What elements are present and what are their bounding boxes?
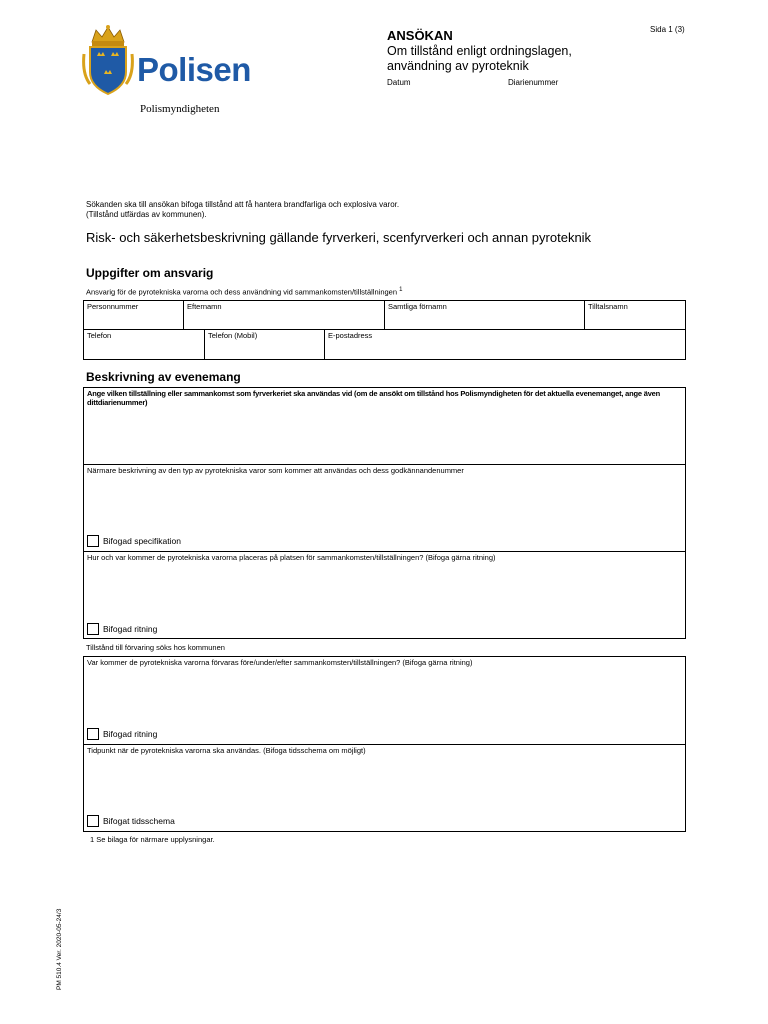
time-schedule-field[interactable]: [84, 745, 685, 831]
storage-field[interactable]: [84, 657, 685, 745]
attached-drawing-checkbox[interactable]: [87, 623, 99, 635]
police-crest-icon: [82, 24, 134, 98]
subtitle-line-1: Om tillstånd enligt ordningslagen,: [387, 44, 572, 58]
first-names-label: Samtliga förnamn: [388, 302, 447, 311]
intro-text-2: (Tillstånd utfärdas av kommunen).: [86, 210, 207, 219]
personal-number-label: Personnummer: [87, 302, 139, 311]
attached-specification-label: Bifogad specifikation: [103, 536, 181, 546]
footnote-ref: 1: [399, 287, 403, 293]
product-description-field[interactable]: [84, 465, 685, 552]
brand-name: Polisen: [137, 51, 251, 88]
agency-name: Polismyndigheten: [140, 103, 220, 115]
storage-note: Tillstånd till förvaring söks hos kommunen: [86, 643, 225, 652]
section-heading-event: Beskrivning av evenemang: [86, 370, 241, 384]
subtitle-line-2: användning av pyroteknik: [387, 59, 529, 73]
event-name-field[interactable]: [84, 388, 685, 465]
storage-table: [83, 656, 686, 832]
storage-drawing-label: Bifogad ritning: [103, 729, 158, 739]
date-label: Datum: [387, 78, 411, 87]
mobile-field[interactable]: [205, 330, 325, 359]
personal-number-field[interactable]: [84, 301, 184, 330]
surname-label: Efternamn: [187, 302, 222, 311]
event-name-label: Ange vilken tillställning eller sammankomst som fyrverkeriet ska användas vid (om de ansökt om tillstånd hos Polismyndigheten för det aktuella evenemanget, ange även dittdiarienummer): [87, 389, 661, 407]
mobile-label: Telefon (Mobil): [208, 331, 258, 340]
responsible-table: [83, 300, 686, 360]
reference-number-label: Diarienummer: [508, 78, 559, 87]
nickname-field[interactable]: [585, 301, 685, 330]
time-schedule-checkbox-label: Bifogat tidsschema: [103, 816, 175, 826]
email-field[interactable]: [325, 330, 685, 359]
first-names-field[interactable]: [385, 301, 585, 330]
responsible-note: [86, 287, 402, 297]
time-schedule-checkbox[interactable]: [87, 815, 99, 827]
responsible-note-text: Ansvarig för de pyrotekniska varorna och dess användning vid sammankomsten/tillställningen: [86, 287, 397, 297]
phone-label: Telefon: [87, 331, 112, 340]
footnote: 1 Se bilaga för närmare upplysningar.: [90, 835, 215, 844]
time-schedule-label: Tidpunkt när de pyrotekniska varorna ska användas. (Bifoga tidsschema om möjligt): [87, 746, 366, 755]
event-table: [83, 387, 686, 639]
nickname-label: Tilltalsnamn: [588, 302, 628, 311]
page-number: Sida 1 (3): [650, 25, 685, 34]
storage-label: Var kommer de pyrotekniska varorna förvaras före/under/efter sammankomsten/tillställningen? (Bifoga gärna ritning): [87, 658, 473, 667]
placement-field[interactable]: [84, 552, 685, 638]
phone-field[interactable]: [84, 330, 205, 359]
form-title: Risk- och säkerhetsbeskrivning gällande fyrverkeri, scenfyrverkeri och annan pyroteknik: [86, 230, 592, 245]
section-heading-responsible: Uppgifter om ansvarig: [86, 266, 214, 280]
email-label: E-postadress: [328, 331, 373, 340]
application-title: ANSÖKAN: [387, 28, 453, 43]
attached-drawing-label: Bifogad ritning: [103, 624, 158, 634]
storage-drawing-checkbox[interactable]: [87, 728, 99, 740]
surname-field[interactable]: [184, 301, 385, 330]
product-description-label: Närmare beskrivning av den typ av pyrotekniska varor som kommer att användas och dess godkännandenummer: [87, 466, 464, 475]
form-id: PM 510.4 Ver. 2020-05-24/3: [56, 908, 63, 990]
placement-label: Hur och var kommer de pyrotekniska varorna placeras på platsen för sammankomsten/tillställningen? (Bifoga gärna ritning): [87, 553, 496, 562]
intro-text-1: Sökanden ska till ansökan bifoga tillstånd att få hantera brandfarliga och explosiva varor.: [86, 200, 400, 209]
attached-specification-checkbox[interactable]: [87, 535, 99, 547]
